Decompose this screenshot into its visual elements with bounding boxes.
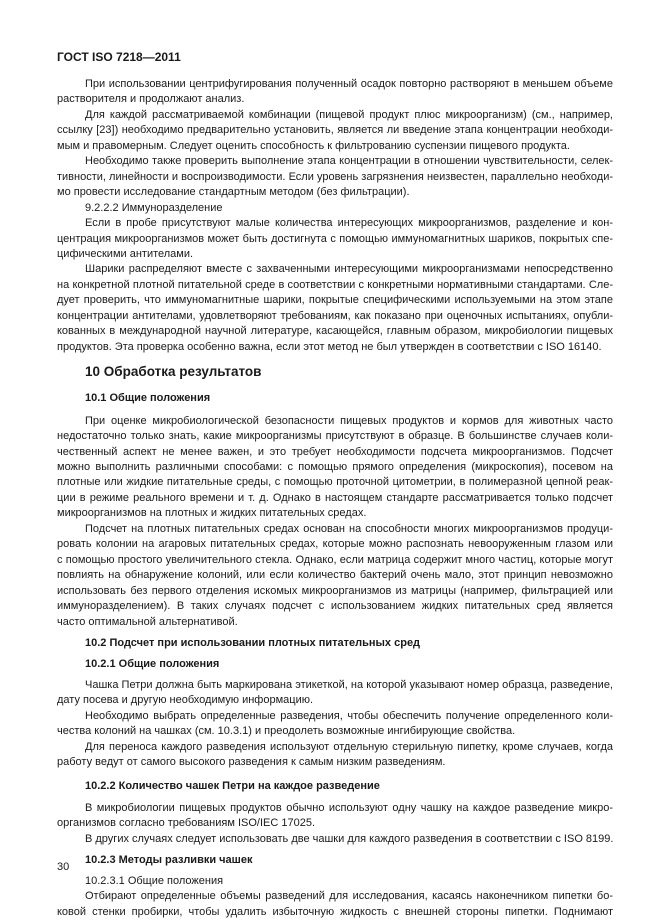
subsection-heading: 10.2.1 Общие положения — [85, 658, 220, 671]
text-line: использовать без первого отделения искомых микроорганизмов из матрицы (например, фильтрацией или — [57, 584, 613, 597]
text-line: центрация микроорганизмов может быть достигнута с помощью иммуномагнитных шариков, покрытых спе- — [57, 232, 613, 245]
subsection-heading: 10.1 Общие положения — [85, 392, 211, 405]
text-line: Отбирают определенные объемы разведений для исследования, касаясь наконечником пипетки бо- — [85, 890, 613, 903]
paragraph — [57, 801, 613, 832]
text-line: концентрации антителами, удовлетворяют требованиям, как показано при оценочных испытаниях, опубли- — [57, 309, 613, 322]
text-line: При использовании центрифугирования полученный осадок повторно растворяют в меньшем объеме — [85, 78, 613, 90]
subsection-heading: 10.2.2 Количество чашек Петри на каждое разведение — [85, 779, 380, 792]
paragraph — [57, 201, 613, 216]
text-line: Чашка Петри должна быть маркирована этикеткой, на которой указывают номер образца, разведение, — [85, 678, 613, 691]
text-line: ссылку [23]) необходимо предварительно установить, является ли введение этапа концентрации необходи- — [57, 124, 613, 137]
text-line: мо провести исследование стандартным методом (без фильтрации). — [57, 186, 410, 199]
text-line: 9.2.2.2 Иммуноразделение — [85, 201, 223, 214]
text-line: чества колоний на чашках (см. 10.3.1) и преодолеть возможные ингибирующие свойства. — [57, 725, 516, 738]
text-line: дату посева и другую необходимую информацию. — [57, 694, 314, 707]
paragraph — [57, 874, 613, 889]
text-line: Если в пробе присутствуют малые количества интересующих микроорганизмов, разделение и кон- — [85, 217, 613, 230]
text-line: 10.2.3.1 Общие положения — [85, 874, 224, 887]
paragraph — [57, 414, 613, 522]
text-line: цифическими антителами. — [57, 247, 194, 260]
page-number: 30 — [57, 861, 70, 873]
paragraph — [57, 678, 613, 709]
text-line: Необходимо выбрать определенные разведения, чтобы обеспечить получение определенного коли- — [85, 709, 613, 722]
text-line: Для переноса каждого разведения используют отдельную стерильную пипетку, кроме случаев, когда — [85, 740, 613, 753]
text-line: с помощью простого увеличительного стекла. Однако, если матрица содержит много частиц, которые могут — [57, 553, 613, 566]
paragraph — [57, 216, 613, 262]
paragraph — [57, 709, 613, 740]
text-line: микроорганизмов на плотных и жидких питательных средах. — [57, 507, 367, 520]
section-heading: 10 Обработка результатов — [85, 364, 262, 380]
paragraph — [57, 77, 613, 108]
text-line: иммуноразделением). В таких случаях подсчет с использованием жидких питательных сред является — [57, 600, 613, 613]
text-line: При оценке микробиологической безопасности пищевых продуктов и кормов для животных часто — [85, 414, 613, 427]
document-body — [57, 77, 613, 920]
text-line: растворителя и продолжают анализ. — [57, 93, 245, 106]
paragraph — [57, 108, 613, 154]
text-line: организмов согласно требованиям ISO/IEC 17025. — [57, 817, 316, 830]
text-line: продуктов. Эта проверка особенно важна, если этот метод не был утвержден в соответствии с ISO 16140. — [57, 340, 602, 353]
subsection-heading: 10.2.3 Методы разливки чашек — [85, 854, 253, 867]
text-line: В других случаях следует использовать две чашки для каждого разведения в соответствии с ISO 8199. — [85, 832, 614, 845]
text-line: ровать колонии на агаровых питательных средах, которые можно распознать невооруженным глазом или — [57, 538, 613, 551]
text-line: недостаточно только знать, какие микроорганизмы присутствуют в образце. В большинстве случаев коли- — [57, 430, 613, 443]
text-line: Шарики распределяют вместе с захваченными интересующими микроорганизмами непосредственно — [85, 263, 613, 276]
paragraph — [57, 832, 613, 847]
paragraph — [57, 262, 613, 355]
text-line: плотные или жидкие питательные среды, с помощью проточной цитометрии, в полимеразной цепной реак- — [57, 476, 613, 489]
text-line: повлиять на обнаружение колоний, или если количество бактерий очень мало, этот принцип невозможно — [57, 569, 613, 582]
text-line: Необходимо также проверить выполнение этапа концентрации в отношении чувствительности, селек- — [85, 155, 613, 168]
text-line: чественный аспект не менее важен, и это требует необходимости подсчета микроорганизмов. Подсчет — [57, 445, 613, 458]
text-line: на конкретной плотной питательной среде в соответствии с конкретными нормативными стандартами. Сле- — [57, 278, 613, 291]
text-line: В микробиологии пищевых продуктов обычно используют одну чашку на каждое разведение микро- — [85, 802, 613, 815]
text-line: можно выполнить различными способами: с помощью прямого определения (микроскопия), посевом на — [57, 460, 613, 473]
text-line: ции в режиме реального времени и т. д. Однако в настоящем стандарте рассматривается только подсчет — [57, 491, 613, 504]
text-line: мым и правомерным. Следует оценить способность к фильтрованию суспензии пищевого продукта. — [57, 139, 570, 152]
text-line: кованных в международной научной литературе, касающейся, главным образом, микробиологии пищевых — [57, 325, 613, 338]
text-line: тивности, линейности и воспроизводимости. Если уровень загрязнения неизвестен, параллельно необходи- — [57, 170, 613, 183]
paragraph — [57, 740, 613, 771]
text-line: дует проверить, что иммуномагнитные шарики, покрытые специфическими используемыми на этом этапе — [57, 294, 613, 307]
paragraph — [57, 522, 613, 630]
text-line: работу ведут от самого высокого разведения к самым низким разведениям. — [57, 756, 446, 769]
paragraph — [57, 154, 613, 200]
text-line: Подсчет на плотных питательных средах основан на способности многих микроорганизмов продуци- — [85, 522, 613, 535]
text-line: часто оптимальной альтернативой. — [57, 615, 238, 628]
text-line: Для каждой рассматриваемой комбинации (пищевой продукт плюс микроорганизм) (см., например, — [85, 108, 613, 121]
text-line: ковой стенки пробирки, чтобы удалить избыточную жидкость с внешней стороны пипетки. Поднимают — [57, 905, 613, 918]
subsection-heading: 10.2 Подсчет при использовании плотных питательных сред — [85, 636, 421, 649]
document-header: ГОСТ ISO 7218—2011 — [57, 50, 181, 64]
paragraph — [57, 889, 613, 920]
